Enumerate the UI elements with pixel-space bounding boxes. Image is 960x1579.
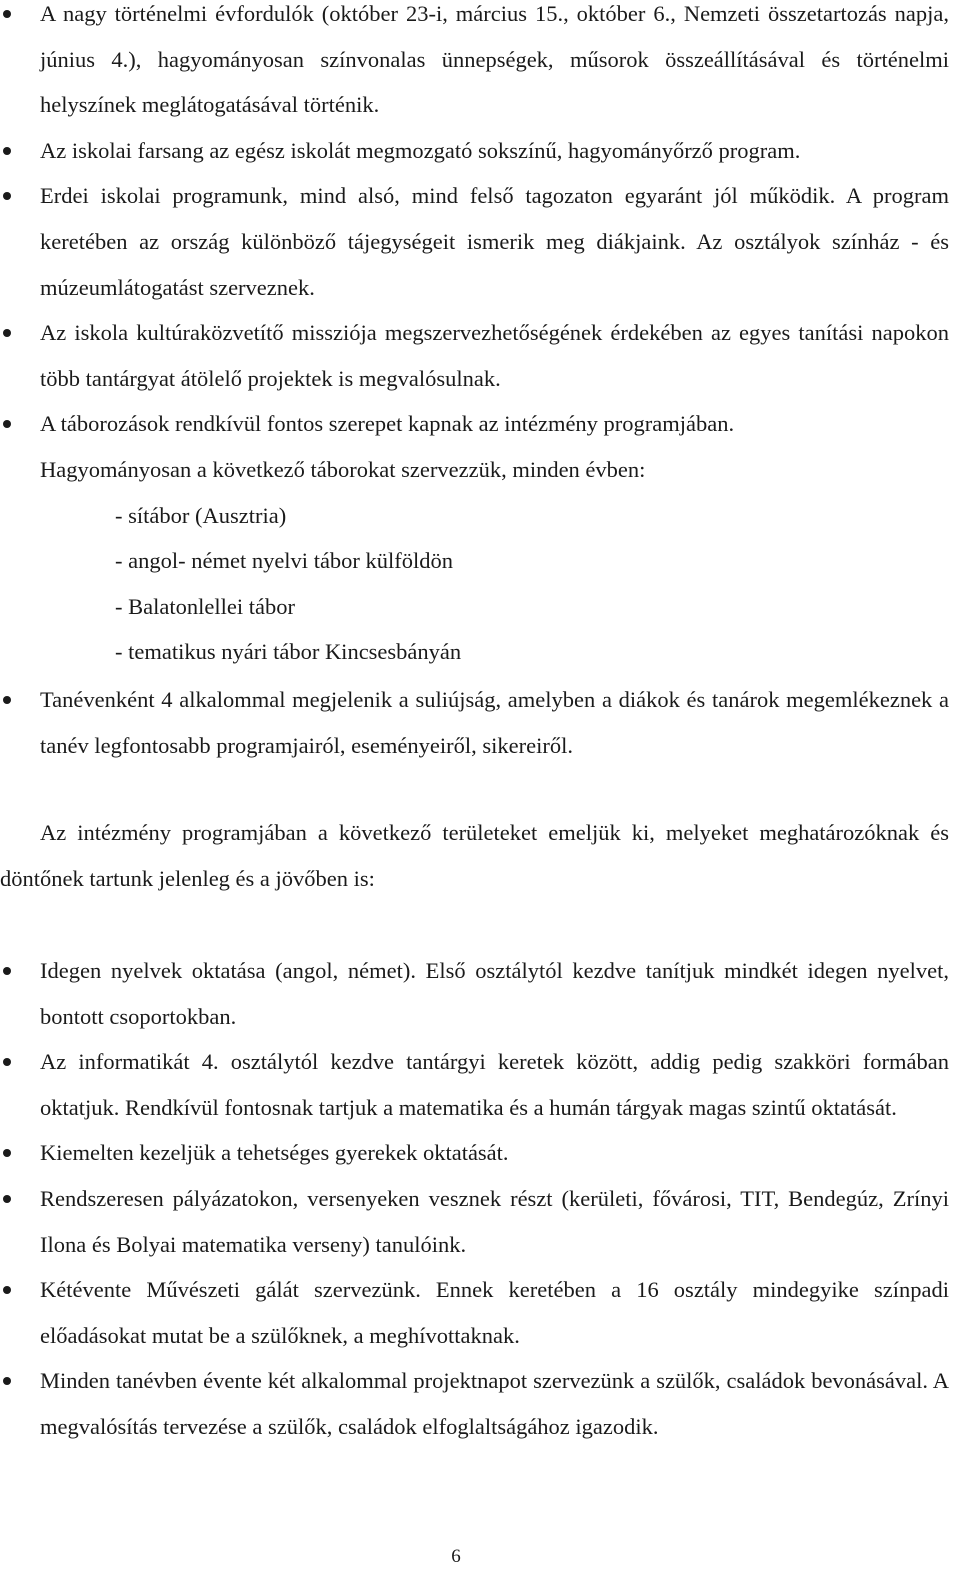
newspaper-section xyxy=(0,677,960,768)
bullet-item-culture-mission xyxy=(0,310,960,401)
priorities-bullet-list xyxy=(0,948,960,1450)
bullet-icon xyxy=(3,696,11,704)
bullet-icon xyxy=(3,1286,11,1294)
bullet-item-camps xyxy=(0,401,960,447)
camps-list xyxy=(0,493,960,675)
bullet-text: Idegen nyelvek oktatása (angol, német). Első osztálytól kezdve tanítjuk mindkét idegen nyelvet, bontott csoportokban. xyxy=(40,958,949,1029)
bullet-item-competitions xyxy=(0,1176,960,1267)
camp-item-language: - angol- német nyelvi tábor külföldön xyxy=(115,548,454,574)
bullet-item-informatics xyxy=(0,1039,960,1130)
bullet-item-project-days xyxy=(0,1358,960,1449)
bullet-item-art-gala xyxy=(0,1267,960,1358)
priorities-section xyxy=(0,948,960,1450)
bullet-item-languages xyxy=(0,948,960,1039)
bullet-text: Erdei iskolai programunk, mind alsó, mind felső tagozaton egyaránt jól működik. A program keretében az ország különböző tájegységeit ismerik meg diákjaink. Az osztályok színház - és múzeumlátogatást szerveznek. xyxy=(40,183,949,300)
camp-item-balatonlelle: - Balatonlellei tábor xyxy=(115,593,295,619)
bullet-text: Minden tanévben évente két alkalommal projektnapot szervezünk a szülők, családok bevonásával. A megvalósítás tervezése a szülők, családok elfoglaltságához igazodik. xyxy=(40,1368,949,1439)
bullet-icon xyxy=(3,10,11,18)
bullet-icon xyxy=(3,192,11,200)
bullet-text: Tanévenként 4 alkalommal megjelenik a suliújság, amelyben a diákok és tanárok megemlékeznek a tanév legfontosabb programjairól, eseményeiről, sikereiről. xyxy=(40,687,949,758)
camp-item-ski: - sítábor (Ausztria) xyxy=(115,502,287,528)
bullet-icon xyxy=(3,420,11,428)
bullet-item-forest-school xyxy=(0,173,960,310)
bullet-text: Az iskola kultúraközvetítő missziója megszervezhetőségének érdekében az egyes tanítási napokon több tantárgyat átölelő projektek is megvalósulnak. xyxy=(40,320,949,391)
bullet-text: Rendszeresen pályázatokon, versenyeken vesznek részt (kerületi, fővárosi, TIT, Bendegúz, Zrínyi Ilona és Bolyai matematika verseny) tanulóink. xyxy=(40,1185,949,1257)
bullet-icon xyxy=(3,329,11,337)
bullet-text: A táborozások rendkívül fontos szerepet kapnak az intézmény programjában. xyxy=(40,411,735,437)
bullet-text: Az informatikát 4. osztálytól kezdve tantárgyi keretek között, addig pedig szakköri formában oktatjuk. Rendkívül fontosnak tartjuk a matematika és a humán tárgyak magas szintű oktatását. xyxy=(40,1049,949,1120)
bullet-icon xyxy=(3,147,11,155)
bullet-icon xyxy=(3,1195,11,1203)
priorities-intro-paragraph: Az intézmény programjában a következő területeket emeljük ki, melyeket meghatározóknak és döntőnek tartunk jelenleg és a jövőben is: xyxy=(0,820,949,891)
camps-intro-text: Hagyományosan a következő táborokat szervezzük, minden évben: xyxy=(40,456,646,482)
bullet-item-anniversaries xyxy=(0,0,960,128)
camp-item-summer: - tematikus nyári tábor Kincsesbányán xyxy=(115,639,462,665)
top-bullet-section xyxy=(0,0,960,675)
bullet-text: Az iskolai farsang az egész iskolát megmozgató sokszínű, hagyományőrző program. xyxy=(40,137,801,163)
top-bullet-list xyxy=(0,0,960,447)
bullet-text: Kétévente Művészeti gálát szervezünk. Ennek keretében a 16 osztály mindegyike színpadi előadásokat mutat be a szülőknek, a meghívottaknak. xyxy=(40,1277,949,1348)
bullet-icon xyxy=(3,1377,11,1385)
bullet-item-carnival xyxy=(0,128,960,174)
bullet-item-school-newspaper xyxy=(0,677,960,768)
bullet-item-talented xyxy=(0,1130,960,1176)
bullet-text: A nagy történelmi évfordulók (október 23-i, március 15., október 6., Nemzeti összetartozás napja, június 4.), hagyományosan színvonalas ünnepségek, műsorok összeállításával és történelmi helyszínek meglátogatásával történik. xyxy=(40,1,949,118)
page-number: 6 xyxy=(451,1546,461,1567)
bullet-icon xyxy=(3,1058,11,1066)
bullet-icon xyxy=(3,1149,11,1157)
bullet-text: Kiemelten kezeljük a tehetséges gyerekek oktatását. xyxy=(40,1140,509,1166)
bullet-icon xyxy=(3,967,11,975)
newspaper-bullet-list xyxy=(0,677,960,768)
